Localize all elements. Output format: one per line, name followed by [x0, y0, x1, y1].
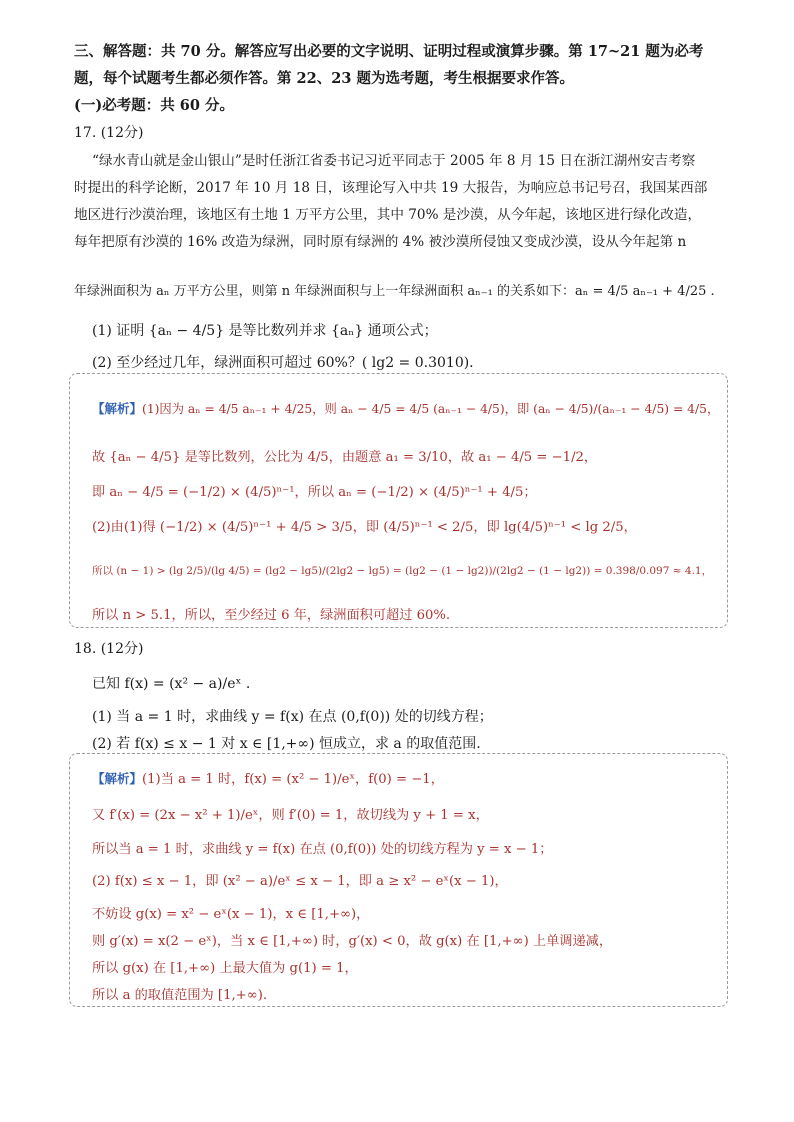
q17-solution-line-1 [92, 399, 719, 417]
q17-solution-line-5: 所以 (n − 1) > (lg 2/5)/(lg 4/5) = (lg2 − lg5)/(2lg2 − lg5) = (lg2 − (1 − lg2))/(2lg2 − (1 − lg2)) = 0.398/0.097 ≈ 4.1， [92, 565, 713, 577]
q18-solution-line-8: 所以 a 的取值范围为 [1,+∞). [92, 988, 268, 1003]
q18-number: 18. (12分) [74, 641, 144, 657]
q17-stem-line-1: “绿水青山就是金山银山”是时任浙江省委书记习近平同志于 2005 年 8 月 15 日在浙江湖州安吉考察 [92, 153, 696, 169]
q17-solution-tag: 【解析】 [92, 401, 143, 416]
q17-solution-line-2: 故 {aₙ − 4/5} 是等比数列，公比为 4/5，由题意 a₁ = 3/10，故 a₁ − 4/5 = −1/2， [92, 450, 598, 465]
q18-solution-line-2: 又 f′(x) = (2x − x² + 1)/eˣ，则 f′(0) = 1，故切线为 y + 1 = x， [92, 808, 489, 823]
q18-solution-line-7: 所以 g(x) 在 [1,+∞) 上最大值为 g(1) = 1， [92, 961, 358, 976]
q18-part-1: (1) 当 a = 1 时，求曲线 y = f(x) 在点 (0,f(0)) 处的切线方程； [92, 709, 493, 725]
q18-solution-line-5: 不妨设 g(x) = x² − eˣ(x − 1)，x ∈ [1,+∞)， [92, 907, 370, 922]
q17-solution-line-4: (2)由(1)得 (−1/2) × (4/5)ⁿ⁻¹ + 4/5 > 3/5，即 (4/5)ⁿ⁻¹ < 2/5，即 lg(4/5)ⁿ⁻¹ < lg 2/5， [92, 520, 637, 535]
q17-stem-line-4: 每年把原有沙漠的 16% 改造为绿洲，同时原有绿洲的 4% 被沙漠所侵蚀又变成沙漠，设从今年起第 n [74, 234, 687, 250]
q17-stem-line-5: 年绿洲面积为 aₙ 万平方公里，则第 n 年绿洲面积与上一年绿洲面积 aₙ₋₁ 的关系如下：aₙ = 4/5 aₙ₋₁ + 4/25 . [74, 284, 715, 299]
q17-part-2: (2) 至少经过几年，绿洲面积可超过 60%？( lg2 = 0.3010). [92, 355, 474, 371]
q17-solution-text-1: (1)因为 aₙ = 4/5 aₙ₋₁ + 4/25，则 aₙ − 4/5 = 4/5 (aₙ₋₁ − 4/5)，即 (aₙ − 4/5)/(aₙ₋₁ − 4/5) = 4/5， [142, 402, 720, 416]
q18-solution-line-3: 所以当 a = 1 时，求曲线 y = f(x) 在点 (0,f(0)) 处的切线方程为 y = x − 1； [92, 842, 553, 857]
section-intro-line-2: 题，每个试题考生都必须作答。第 22、23 题为选考题，考生根据要求作答。 [74, 70, 574, 87]
q18-part-2: (2) 若 f(x) ≤ x − 1 对 x ∈ [1,+∞) 恒成立，求 a 的取值范围. [92, 736, 481, 752]
q17-solution-line-3: 即 aₙ − 4/5 = (−1/2) × (4/5)ⁿ⁻¹，所以 aₙ = (−1/2) × (4/5)ⁿ⁻¹ + 4/5； [92, 485, 537, 500]
q17-stem-line-3: 地区进行沙漠治理，该地区有土地 1 万平方公里，其中 70% 是沙漠，从今年起，该地区进行绿化改造， [74, 207, 702, 223]
q18-solution-line-4: (2) f(x) ≤ x − 1，即 (x² − a)/eˣ ≤ x − 1，即 a ≥ x² − eˣ(x − 1)， [92, 874, 508, 889]
q17-part-1: (1) 证明 {aₙ − 4/5} 是等比数列并求 {aₙ} 通项公式； [92, 323, 438, 339]
q18-solution-line-6: 则 g′(x) = x(2 − eˣ)，当 x ∈ [1,+∞) 时，g′(x) < 0，故 g(x) 在 [1,+∞) 上单调递减， [92, 934, 613, 949]
q17-stem-line-2: 时提出的科学论断，2017 年 10 月 18 日，该理论写入中共 19 大报告，为响应总书记号召，我国某西部 [74, 180, 708, 196]
q17-number: 17. (12分) [74, 125, 144, 141]
q18-solution-tag: 【解析】 [92, 771, 143, 786]
q18-solution-line-1 [92, 768, 444, 787]
q18-stem: 已知 f(x) = (x² − a)/eˣ . [92, 676, 251, 692]
q17-solution-line-6: 所以 n > 5.1，所以，至少经过 6 年，绿洲面积可超过 60%. [92, 608, 451, 623]
section-intro-line-1: 三、解答题：共 70 分。解答应写出必要的文字说明、证明过程或演算步骤。第 17~21 题为必考 [74, 43, 704, 60]
section-subheading: (一)必考题：共 60 分。 [74, 97, 234, 114]
q18-solution-text-1: (1)当 a = 1 时，f(x) = (x² − 1)/eˣ，f(0) = −1， [142, 772, 444, 787]
